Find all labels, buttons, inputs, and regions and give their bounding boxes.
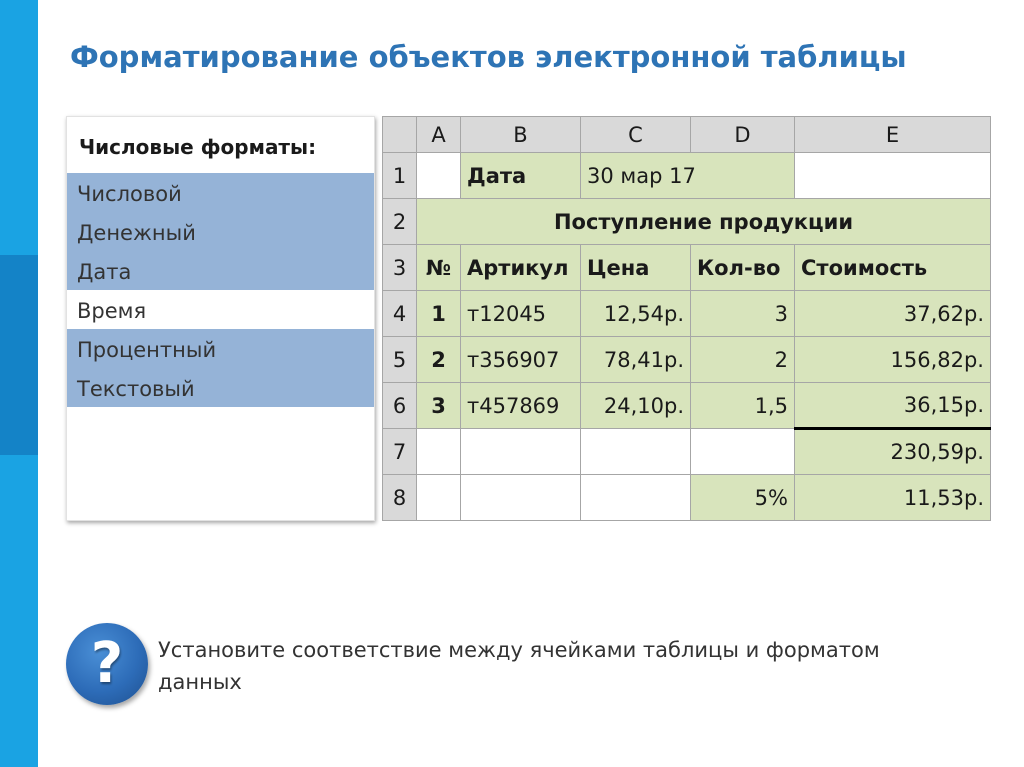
table-row (383, 153, 991, 199)
format-item-numeric[interactable]: Числовой (67, 173, 374, 212)
cell-e5[interactable]: 156,82р. (795, 337, 991, 383)
cell-a2-merged[interactable]: Поступление продукции (417, 199, 991, 245)
format-item-percent[interactable]: Процентный (67, 329, 374, 368)
cell-b4[interactable]: т12045 (461, 291, 581, 337)
table-row (383, 429, 991, 475)
page-title: Форматирование объектов электронной таблицы (70, 40, 907, 74)
row-header-2[interactable]: 2 (383, 199, 417, 245)
cell-c4[interactable]: 12,54р. (581, 291, 691, 337)
cell-b3[interactable]: Артикул (461, 245, 581, 291)
cell-a4[interactable]: 1 (417, 291, 461, 337)
question-icon (66, 623, 148, 705)
column-header-d[interactable]: D (691, 117, 795, 153)
cell-b7[interactable] (461, 429, 581, 475)
spreadsheet (382, 116, 991, 521)
side-bar-accent (0, 255, 38, 455)
cell-d5[interactable]: 2 (691, 337, 795, 383)
formats-header: Числовые форматы: (79, 135, 317, 159)
cell-e7-total[interactable]: 230,59р. (795, 429, 991, 475)
cell-d7[interactable] (691, 429, 795, 475)
format-item-text[interactable]: Текстовый (67, 368, 374, 407)
row-header-5[interactable]: 5 (383, 337, 417, 383)
column-header-b[interactable]: B (461, 117, 581, 153)
cell-a3[interactable]: № (417, 245, 461, 291)
format-item-date[interactable]: Дата (67, 251, 374, 290)
column-header-a[interactable]: A (417, 117, 461, 153)
table-row (383, 337, 991, 383)
row-header-1[interactable]: 1 (383, 153, 417, 199)
row-header-8[interactable]: 8 (383, 475, 417, 521)
cell-e6[interactable]: 36,15р. (795, 383, 991, 429)
cell-e3[interactable]: Стоимость (795, 245, 991, 291)
table-row (383, 199, 991, 245)
format-item-time[interactable]: Время (77, 299, 147, 323)
cell-e1[interactable] (795, 153, 991, 199)
cell-d6[interactable]: 1,5 (691, 383, 795, 429)
format-item-currency[interactable]: Денежный (67, 212, 374, 251)
cell-a6[interactable]: 3 (417, 383, 461, 429)
cell-b1[interactable]: Дата (461, 153, 581, 199)
question-mark: ? (90, 631, 124, 696)
cell-c8[interactable] (581, 475, 691, 521)
cell-d4[interactable]: 3 (691, 291, 795, 337)
cell-d8-percent[interactable]: 5% (691, 475, 795, 521)
row-header-7[interactable]: 7 (383, 429, 417, 475)
cell-c3[interactable]: Цена (581, 245, 691, 291)
cell-b6[interactable]: т457869 (461, 383, 581, 429)
cell-a1[interactable] (417, 153, 461, 199)
table-row (383, 291, 991, 337)
column-header-c[interactable]: C (581, 117, 691, 153)
column-header-e[interactable]: E (795, 117, 991, 153)
cell-b5[interactable]: т356907 (461, 337, 581, 383)
table-row (383, 383, 991, 429)
row-header-6[interactable]: 6 (383, 383, 417, 429)
cell-d3[interactable]: Кол-во (691, 245, 795, 291)
cell-c7[interactable] (581, 429, 691, 475)
corner-cell (383, 117, 417, 153)
cell-c1[interactable]: 30 мар 17 (581, 153, 795, 199)
table-row (383, 475, 991, 521)
table-row (383, 245, 991, 291)
row-header-4[interactable]: 4 (383, 291, 417, 337)
cell-e8[interactable]: 11,53р. (795, 475, 991, 521)
cell-a5[interactable]: 2 (417, 337, 461, 383)
cell-c6[interactable]: 24,10р. (581, 383, 691, 429)
cell-a7[interactable] (417, 429, 461, 475)
cell-e4[interactable]: 37,62р. (795, 291, 991, 337)
column-header-row (383, 117, 991, 153)
row-header-3[interactable]: 3 (383, 245, 417, 291)
question-text: Установите соответствие между ячейками таблицы и форматом данных (158, 638, 880, 694)
formats-panel (66, 116, 375, 521)
cell-a8[interactable] (417, 475, 461, 521)
cell-b8[interactable] (461, 475, 581, 521)
cell-c5[interactable]: 78,41р. (581, 337, 691, 383)
